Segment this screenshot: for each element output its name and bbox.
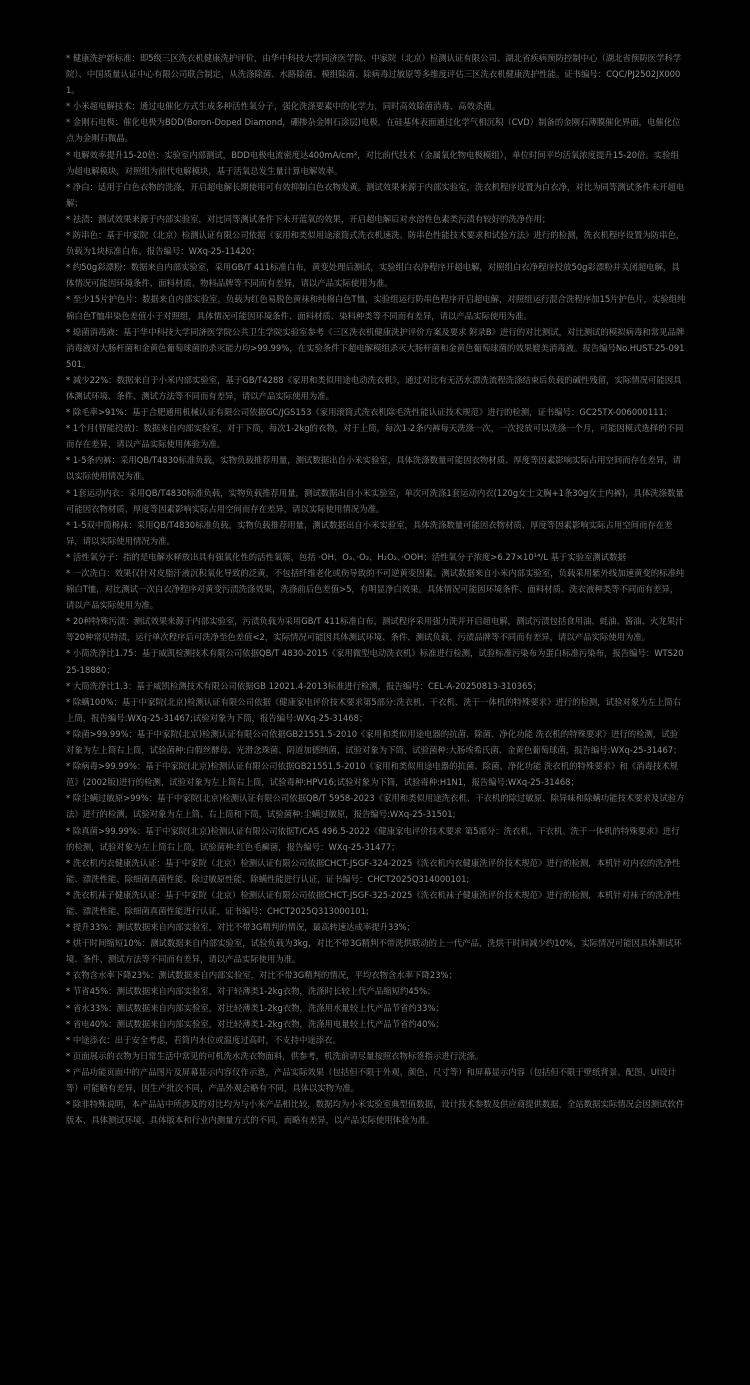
note-alkali-reduction: * 减少22%：数据来自于小米内部实验室，基于GB/T4288《家用和类似用途电动洗衣机》，通过对比有无活水漂洗流程洗涤结束后负载的碱性残留，实际情况可能因具体测试环境、条件、测试方法等不同而有差异，请以产品实际使用为准。 <box>66 374 682 401</box>
note-smart-dosing: * 1个月(智能投放)：数据来自内部实验室，对于下筒，每次1-2kg的衣物，对于上筒，每次1-2条内裤每天洗涤一次，一次投放可以洗涤一个月，可能因模式选择的不同而存在差异，请以产品实际使用体验为准。 <box>66 423 684 450</box>
note-disinfectant: * 熄菌消毒液：基于华中科技大学同济医学院公共卫生学院实验室参考《三区洗衣机健康洗护评价方案及要求 附录B》进行的对比测试，对比测试的模拟病毒和常见品牌消毒液对大肠杆菌和金黄色葡萄球菌的杀灭能力均>99.99%，在实验条件下超电解模组杀灭大肠杆菌和金黄色葡萄球菌的效果媲美消毒液。报告编号No.HUST-25-091501。 <box>66 326 685 369</box>
note-drying-time: * 烘干时间缩短10%：测试数据来自内部实验室，试验负载为3kg，对比不带3G精判不带洗烘联动的上一代产品，洗烘干时间减少约10%，实际情况可能因具体测试环境、条件、测试方法等不同而有差异，请以产品实际使用为准。 <box>66 938 682 965</box>
note-active-oxygen: * 活性氧分子：指的是电解水释放出具有强氧化性的活性氧簇，包括 ·OH、O₃、·O₂、H₂O₂、·OOH；活性氧分子浓度>6.27×10¹⁴/L 基于实验室测试数据 <box>66 551 626 562</box>
note-large-drum-ratio: * 大筒洗净比1.3：基于威凯检测技术有限公司依据GB 12021.4-2013标准进行检测，报告编号：CEL-A-20250813-310365； <box>66 680 542 691</box>
note-socks-load: * 1-5双中筒棉袜：采用QB/T4830标准负载，实物负载推荐用量，测试数据出自小米实验室，具体洗涤数量可能因衣物材质、厚度等因素影响实际占用空间而存在差异，请以实际使用情况为准。 <box>66 519 673 546</box>
note-antifungal: * 除真菌>99.99%：基于中家院(北京)检测认证有限公司依据T/CAS 496.5-2022《健康家电评价技术要求 第5部分：洗衣机、干衣机、洗干一体机的特殊要求》进行的检测，试验对象为左上筒右上筒，试验菌种:红色毛癣菌，报告编号：WXq-25-31477； <box>66 825 680 852</box>
note-whitening: * 净白：适用于白色衣物的洗涤，开启超电解长期使用可有效抑制白色衣物发黄。测试效果来源于内部实验室，洗衣机程序设置为白衣净，对比为同等测试条件未开超电解； <box>66 181 685 208</box>
note-sports-underwear: * 1套运动内衣：采用QB/T4830标准负载，实物负载推荐用量，测试数据出自小米实验室，单次可洗涤1套运动内衣(120g女士文胸+1条30g女士内裤)，具体洗涤数量可能因衣物材质、厚度等因素影响实际占用空间而存在差异，请以实际使用情况为准。 <box>66 487 684 514</box>
note-health-care-standard: * 健康洗护新标准：即5级三区洗衣机健康洗护评价，由华中科技大学同济医学院、中家院（北京）检测认证有限公司、湖北省疾病预防控制中心（湖北省预防医学科学院）、中国质量认证中心有限公司联合制定，从洗涤除菌、水路除菌、模组除菌、除病毒过敏原等多维度评估三区洗衣机健康洗护性能。证书编号：CQC/PJ2502JX0001。 <box>66 53 682 96</box>
note-image-disclaimer: * 产品功能页面中的产品图片及屏幕显示内容仅作示意，产品实际效果（包括但不限于外观、颜色、尺寸等）和屏幕显示内容（包括但不限于壁纸背景、配图、UI设计等）可能略有差异，因生产批次不同，产品外观会略有不同，具体以实物为准。 <box>66 1066 677 1093</box>
note-anti-color-transfer: * 防串色：基于中家院（北京）检测认证有限公司依据《家用和类似用途滚筒式洗衣机速洗、防串色性能技术要求和试验方法》进行的检测，洗衣机程序设置为防串色，负载为1块标准白布。报告编号：WXq-25-11420； <box>66 230 685 257</box>
note-socks-certification: * 洗衣机袜子健康洗认证：基于中家院（北京）检测认证有限公司依据CHCT-JSGF-325-2025《洗衣机袜子健康洗评价技术规范》进行的检测，本机针对袜子的洗净性能、漂洗性能、除细菌真菌性能进行认证，证书编号：CHCT2025Q313000101; <box>66 889 681 916</box>
note-stain-removal: * 祛渍：测试效果来源于内部实验室，对比同等测试条件下未开蓝氧的效果，开启超电解后对水溶性色素类污渍有较好的洗净作用； <box>66 213 551 224</box>
note-water-saving: * 省水33%：测试数据来自内部实验室，对比轻薄类1-2kg衣物，洗涤用水量较上代产品节省约33%； <box>66 1002 444 1013</box>
note-time-saving: * 节省45%：测试数据来自内部实验室，对于轻薄类1-2kg衣物，洗涤时长较上代产品缩短约45%； <box>66 986 436 997</box>
note-hair-removal: * 除毛率>91%：基于合肥通用机械认证有限公司依据GC/JGS153《家用滚筒式洗衣机除毛洗性能认证技术规范》进行的检测，证书编号：GC25TX-006000111； <box>66 407 673 418</box>
note-one-wash-white: * 一次洗白：效果仅针对皮脂汗液沉积氧化导致的泛黄，不包括纤维老化或伤导致的不可逆黄变因素。测试数据来自小米内部实验室，负载采用紫外线加速黄变的标准纯棉白T恤，对比测试一次白衣净程序对黄变污渍洗涤效果，洗涤前后色差值>5，有明显净白效果。具体情况可能因环境条件、面料材质、洗衣液种类等不同而有差异，请以产品实际使用为准。 <box>66 568 685 611</box>
note-allergen-removal: * 除尘螨过敏原>99%：基于中家院(北京)检测认证有限公司依据QB/T 5958-2023《家用和类似用途洗衣机、干衣机的除过敏原、除异味和除螨功能技术要求及试验方法》进行的检测，试验对象为左上筒、右上筒和下筒，试验菌种:尘螨过敏原，报告编号:WXq-25-31501; <box>66 793 685 820</box>
note-super-electrolysis: * 小米超电解技术：通过电催化方式生成多种活性氧分子，强化洗涤要素中的化学力，同时高效除菌消毒、高效杀菌。 <box>66 101 500 112</box>
note-garment-display: * 页面展示的衣物为日常生活中常见的可机洗水洗衣物面料，供参考，机洗前请尽量按照衣物标签指示进行洗涤。 <box>66 1050 484 1061</box>
note-comparison-disclaimer: * 除非特殊说明，本产品站中所涉及的对比均为与小米产品相比较，数据均为小米实验室典型值数据，设计技术参数及供应商提供数据，全站数据实际情况会因测试软件版本、具体测试环境、具体版本和行业内测量方式的不同，而略有差异，以产品实际使用体验为准。 <box>66 1099 685 1126</box>
disclaimer-notes <box>66 50 686 1128</box>
note-antiviral: * 除病毒>99.99%：基于中家院(北京)检测认证有限公司依据GB21551.5-2010《家用和类似用途电器的抗菌、除菌、净化功能 洗衣机的特殊要求》和《消毒技术规范》(2002版)进行的检测，试验对象为左上筒右上筒，试验毒种:HPV16;试验对象为下筒，试验毒种:H1N1，报告编号:WXq-25-31468； <box>66 761 678 788</box>
note-moisture-content: * 衣物含水率下降23%：测试数据来自内部实验室，对比不带3G精判的情况，平均衣物含水率下降23%； <box>66 970 457 981</box>
note-bleach-powder: * 约50g彩漂粉：数据来自内部实验室，采用GB/T 411标准白布，黄变处理后测试，实验组白衣净程序开超电解，对照组白衣净程序投放50g彩漂粉并关闭超电解，具体情况可能因环境条件、面料材质、物料品牌等不同而有差异，请以产品实际使用为准。 <box>66 262 680 289</box>
note-mite-removal: * 除螨100%：基于中家院(北京)检测认证有限公司依据《健康家电评价技术要求第5部分:洗衣机、干衣机、洗干一体机的特殊要求》进行的检测，试验对象为左上筒右上筒，报告编号:WXq-25-31467;试验对象为下筒，报告编号:WXq-25-31468； <box>66 696 681 723</box>
note-antibacterial: * 除菌>99.99%：基于中家院(北京)检测认证有限公司依据GB21551.5-2010《家用和类似用途电器的抗菌、除菌、净化功能 洗衣机的特殊要求》进行的检测，试验对象为左上筒右上筒，试验菌种:白假丝酵母、光滑念珠菌、阴道加德纳菌，试验对象为下筒，试验菌种:大肠埃希氏菌、金黄色葡萄球菌，报告编号:WXq-25-31467； <box>66 728 682 756</box>
note-add-garment: * 中途添衣：出于安全考虑，若筒内水位或温度过高时，不支持中途添衣。 <box>66 1034 341 1045</box>
note-underwear-load: * 1-5条内裤：采用QB/T4830标准负载，实物负载推荐用量，测试数据出自小米实验室，具体洗涤数量可能因衣物材质、厚度等因素影响实际占用空间而存在差异，请以实际使用情况为准。 <box>66 455 681 482</box>
note-small-drum-ratio: * 小筒洗净比1.75：基于威凯检测技术有限公司依据QB/T 4830-2015《家用微型电动洗衣机》标准进行检测，试验标准污染布为蛋白标准污染布，报告编号：WTS2025-18880； <box>66 648 684 675</box>
note-special-stains: * 20种特殊污渍：测试效果来源于内部实验室，污渍负载为采用GB/T 411标准白布，测试程序采用强力洗并开启超电解，测试污渍包括食用油、蚝油、酱油、火龙果汁等20种常见特渍，运行单次程序后可洗净至色差值<2，实际情况可能因具体测试环境、条件、测试负载、污渍品牌等不同而有差异，请以产品实际使用为准。 <box>66 616 684 643</box>
note-underwear-certification: * 洗衣机内衣健康洗认证：基于中家院（北京）检测认证有限公司依据CHCT-JSGF-324-2025《洗衣机内衣健康洗评价技术规范》进行的检测，本机针对内衣的洗净性能、漂洗性能、除细菌真菌性能、除过敏原性能、除螨性能进行认证，证书编号：CHCT2025Q314000101; <box>66 857 681 884</box>
note-diamond-electrode: * 金刚石电极：催化电极为BDD(Boron-Doped Diamond，硼掺杂金刚石涂层)电极，在硅基体表面通过化学气相沉积（CVD）制备的金刚石薄膜催化界面，电催化位点为金刚石微晶。 <box>66 117 681 144</box>
note-spin-speed: * 提升33%：测试数据来自内部实验室，对比不带3G精判的情况，最高转速达成率提升33%； <box>66 922 416 933</box>
note-power-saving: * 省电40%：测试数据来自内部实验室，对比轻薄类1-2kg衣物，洗涤用电量较上代产品节省约40%； <box>66 1018 444 1029</box>
note-electrolysis-efficiency: * 电解效率提升15-20倍：实验室内部测试，BDD电极电流密度达400mA/cm²，对比前代技术（金属氧化物电极模组），单位时间平均活氧浓度提升15-20倍。实验组为超电解模块，对照组为前代电解模块，基于活氧总发生量计算电解效率。 <box>66 149 679 176</box>
note-color-catcher: * 至少15片护色片：数据来自内部实验室，负载为红色易脱色黄袜和纯棉白色T恤，实验组运行防串色程序开启超电解，对照组运行混合洗程序加15片护色片，实验组纯棉白色T恤串染色差值小于对照组，具体情况可能因环境条件、面料材质、染料种类等不同而有差异，请以产品实际使用为准。 <box>66 294 686 321</box>
